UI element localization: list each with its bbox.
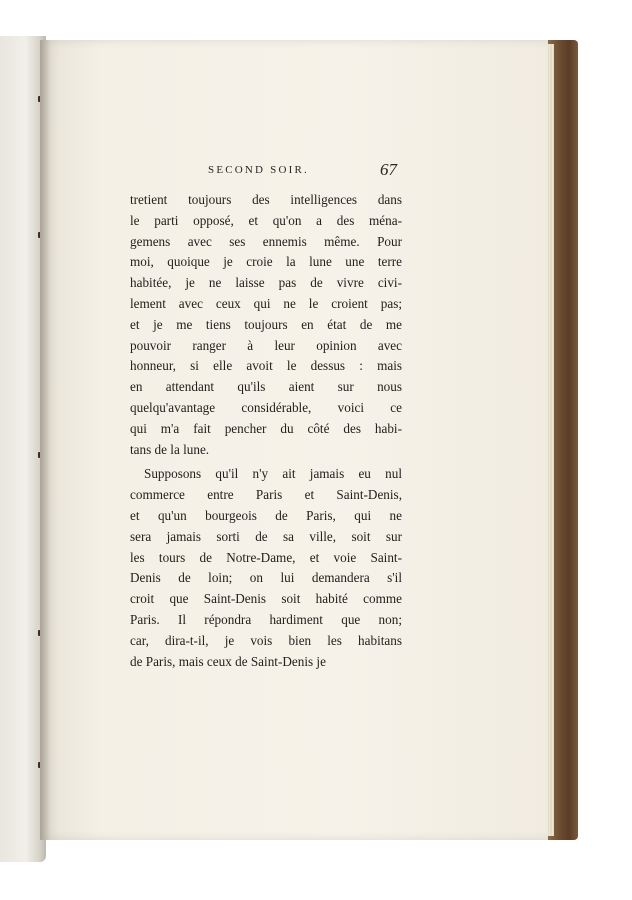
text-line: et je me tiens toujours en état de me	[130, 316, 402, 332]
text-line: pouvoir ranger à leur opinion avec	[130, 337, 402, 353]
text-line: gemens avec ses ennemis même. Pour	[130, 233, 402, 249]
text-line: de Paris, mais ceux de Saint-Denis je	[130, 653, 326, 669]
text-line: moi, quoique je croie la lune une terre	[130, 254, 402, 270]
text-line: et qu'un bourgeois de Paris, qui ne	[130, 507, 402, 523]
text-line: tretient toujours des intelligences dans	[130, 192, 402, 207]
text-line: Paris. Il répondra hardiment que non;	[130, 611, 402, 627]
text-line: en attendant qu'ils aient sur nous	[130, 379, 402, 395]
text-line: lement avec ceux qui ne le croient pas;	[130, 295, 402, 311]
text-line: qui m'a fait pencher du côté des habi-	[130, 420, 402, 436]
text-line: quelqu'avantage considérable, voici ce	[130, 399, 402, 415]
text-line: Supposons qu'il n'y ait jamais eu nul	[144, 466, 402, 482]
running-head: SECOND SOIR.	[208, 164, 309, 176]
text-line: car, dira-t-il, je vois bien les habitans	[130, 632, 402, 648]
text-line: sera jamais sorti de sa ville, soit sur	[130, 528, 402, 544]
page-number: 67	[380, 160, 397, 179]
text-line: le parti opposé, et qu'on a des ména-	[130, 212, 402, 228]
text-line: croit que Saint-Denis soit habité comme	[130, 591, 402, 607]
gutter-shadow	[40, 40, 50, 840]
body-text	[130, 190, 402, 672]
text-line: commerce entre Paris et Saint-Denis,	[130, 487, 402, 503]
text-line: Denis de loin; on lui demandera s'il	[130, 570, 402, 586]
text-line: honneur, si elle avoit le dessus : mais	[130, 358, 402, 374]
text-line: les tours de Notre-Dame, et voie Saint-	[130, 549, 402, 565]
text-line: habitée, je ne laisse pas de vivre civi-	[130, 275, 402, 291]
text-line: tans de la lune.	[130, 441, 210, 457]
